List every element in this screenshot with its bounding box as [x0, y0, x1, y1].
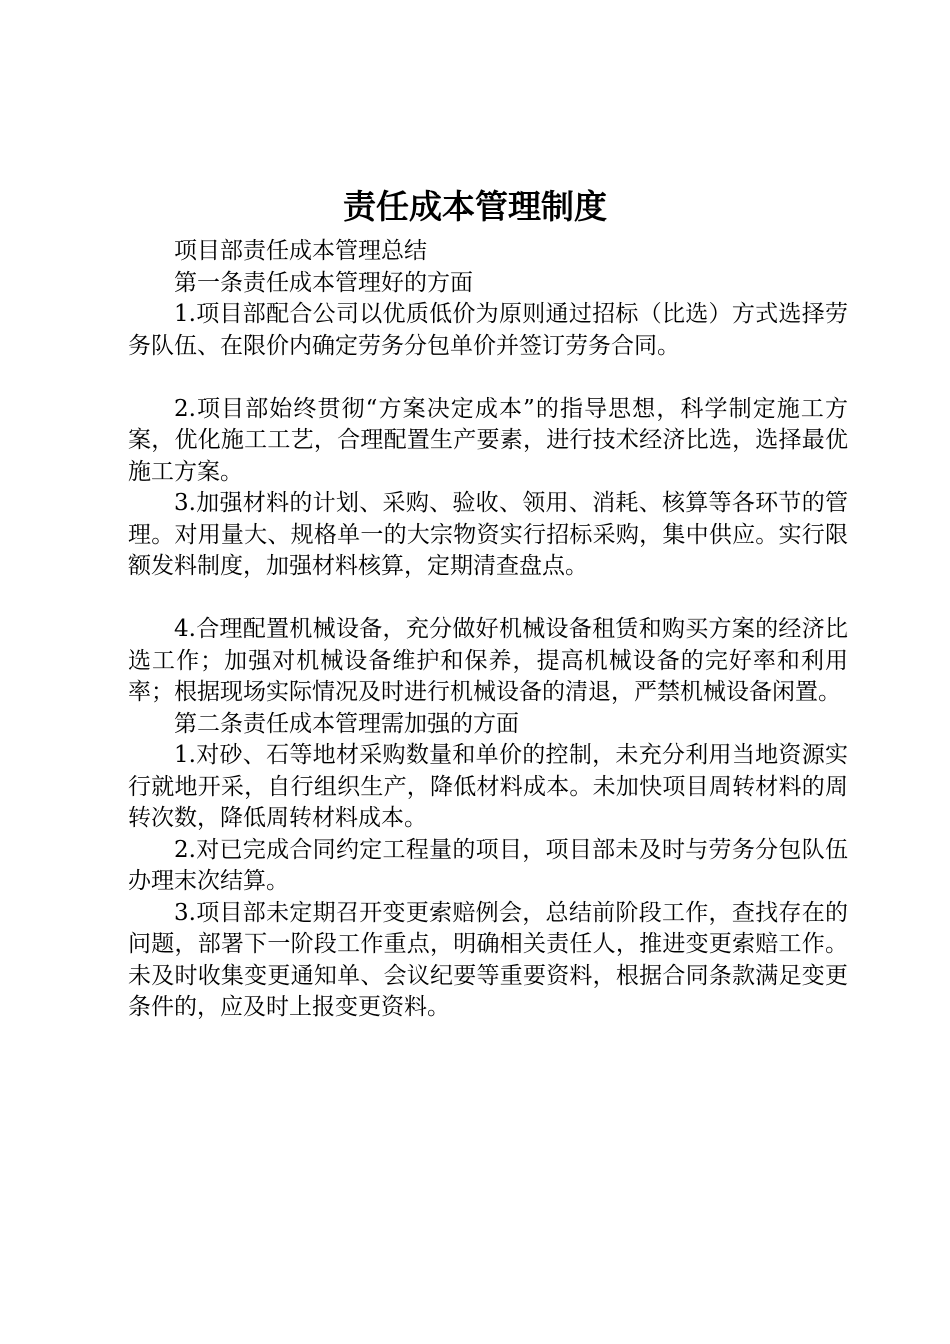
paragraph-article-two-item-3: 3.项目部未定期召开变更索赔例会，总结前阶段工作，查找存在的问题，部署下一阶段工作重点，明确相关责任人，推进变更索赔工作。未及时收集变更通知单、会议纪要等重要资料，根据合同条款满足变更条件的，应及时上报变更资料。: [128, 899, 848, 1020]
paragraph-article-one-item-3: 3.加强材料的计划、采购、验收、领用、消耗、核算等各环节的管理。对用量大、规格单一的大宗物资实行招标采购，集中供应。实行限额发料制度，加强材料核算，定期清查盘点。: [128, 490, 848, 579]
document-title: 责任成本管理制度: [343, 187, 607, 226]
document-body: [128, 236, 848, 1024]
paragraph-article-two-heading: 第二条责任成本管理需加强的方面: [174, 710, 519, 737]
paragraph-article-one-item-4: 4.合理配置机械设备，充分做好机械设备租赁和购买方案的经济比选工作；加强对机械设备维护和保养，提高机械设备的完好率和利用率；根据现场实际情况及时进行机械设备的清退，严禁机械设备闲置。: [128, 616, 848, 705]
paragraph-article-one-item-1: 1.项目部配合公司以优质低价为原则通过招标（比选）方式选择劳务队伍、在限价内确定劳务分包单价并签订劳务合同。: [128, 301, 848, 359]
paragraph-article-two-item-2: 2.对已完成合同约定工程量的项目，项目部未及时与劳务分包队伍办理末次结算。: [128, 836, 848, 894]
paragraph-summary-heading: 项目部责任成本管理总结: [174, 238, 427, 264]
paragraph-article-one-heading: 第一条责任成本管理好的方面: [174, 269, 473, 296]
paragraph-article-one-item-2: 2.项目部始终贯彻“方案决定成本”的指导思想，科学制定施工方案，优化施工工艺，合理配置生产要素，进行技术经济比选，选择最优施工方案。: [128, 395, 848, 485]
paragraph-article-two-item-1: 1.对砂、石等地材采购数量和单价的控制，未充分利用当地资源实行就地开采，自行组织生产，降低材料成本。未加快项目周转材料的周转次数，降低周转材料成本。: [128, 742, 848, 831]
